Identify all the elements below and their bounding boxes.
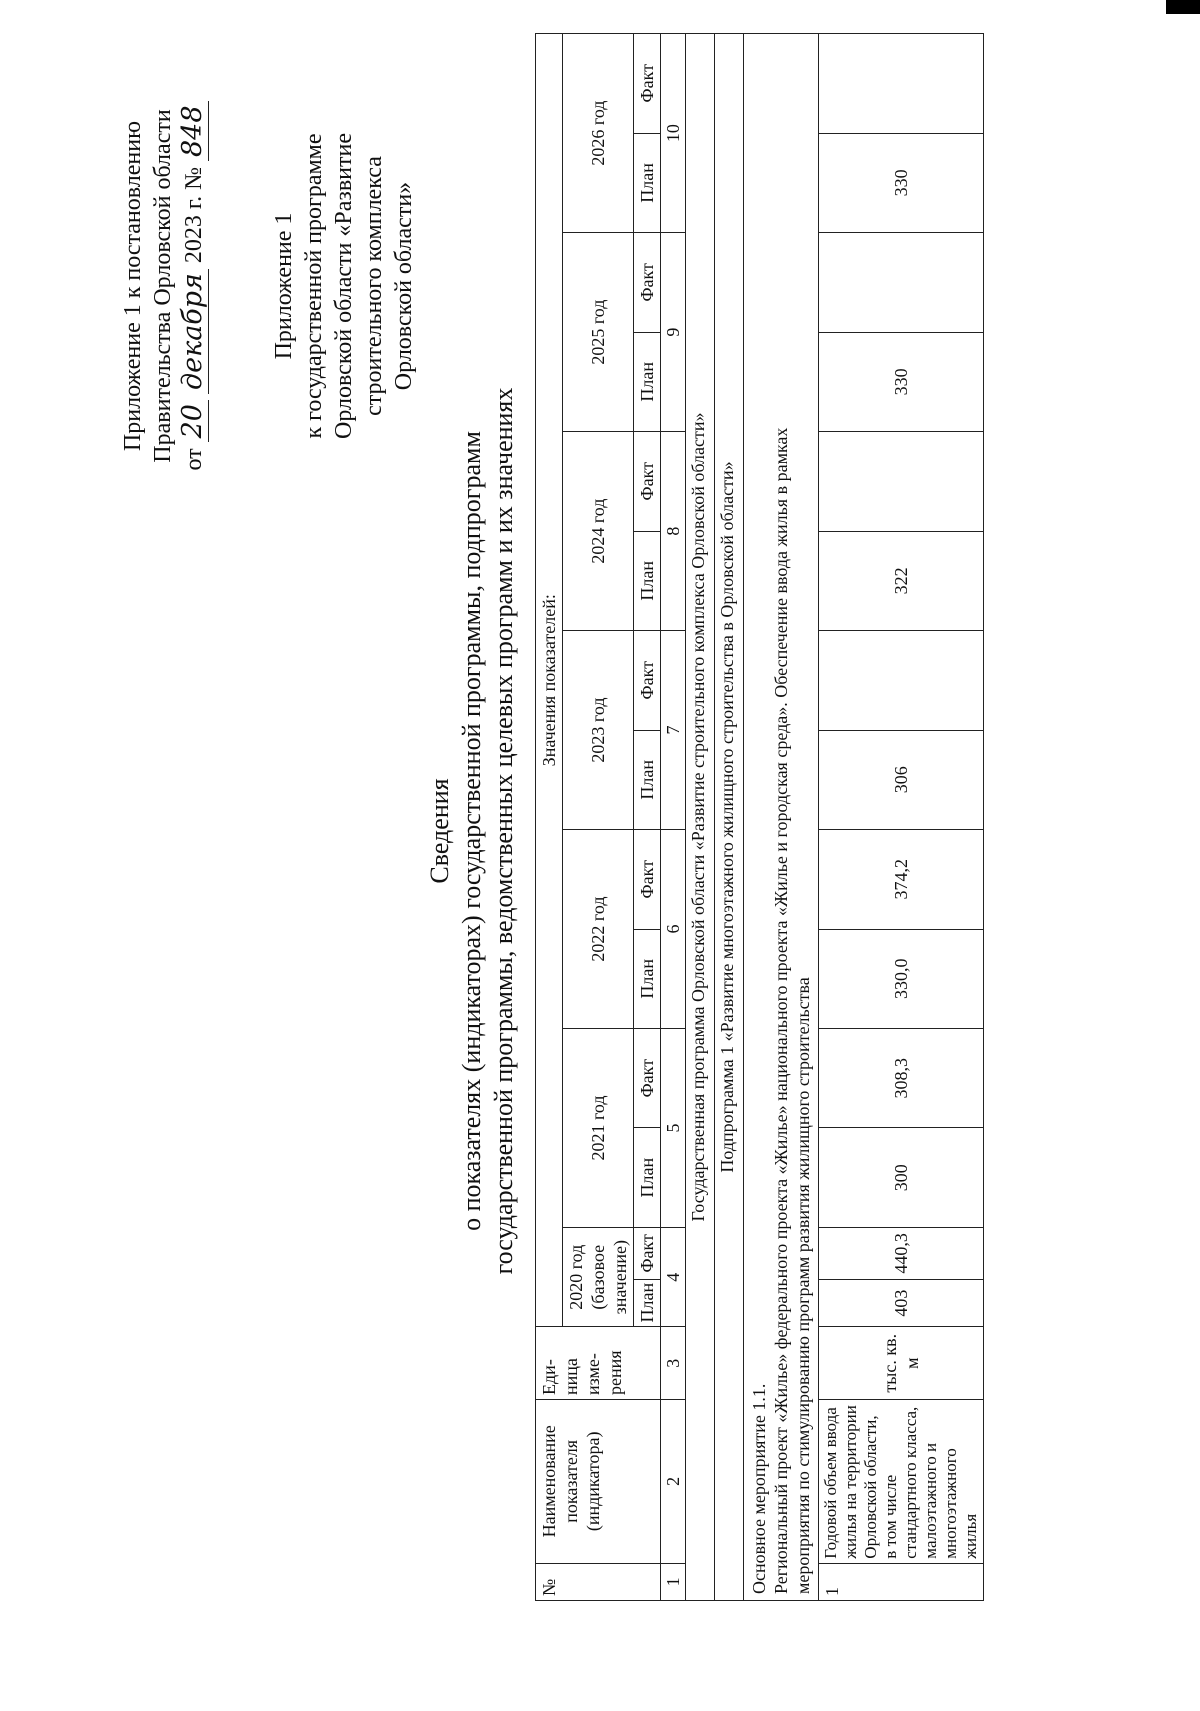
appendix2-line-3: Орловской области «Развитие <box>331 133 357 439</box>
header-unit: Еди-ница изме-рения <box>536 1327 661 1400</box>
table-row <box>819 34 984 1601</box>
resolution-date: от 20 декабря 2023 г. № 848 <box>178 51 209 521</box>
year-2022: 2022 год <box>563 830 634 1029</box>
header-no: № <box>536 1563 661 1600</box>
year-2020: 2020 год (базовое значение) <box>563 1227 634 1326</box>
value-2021-fact: 308,3 <box>819 1029 984 1128</box>
colnum: 3 <box>661 1327 686 1400</box>
plan-label: План <box>634 332 661 431</box>
indicators-table <box>535 33 984 1601</box>
value-2021-plan: 300 <box>819 1128 984 1227</box>
colnum: 5 <box>661 1029 686 1228</box>
year-2025: 2025 год <box>563 233 634 432</box>
value-2024-fact <box>819 432 984 531</box>
measure-text <box>744 34 819 1601</box>
indicators-table-wrap <box>535 33 984 1601</box>
plan-label: План <box>634 531 661 630</box>
appendix2-line-5: Орловской области» <box>391 181 417 391</box>
year-2026: 2026 год <box>563 34 634 233</box>
appendix2-line-1: Приложение 1 <box>271 212 297 360</box>
value-2026-fact <box>819 34 984 134</box>
title-line-1: Сведения <box>425 778 454 884</box>
measure-line-2: Региональный проект «Жилье» федерального проекта «Жилье» национального проекта «Жилье и городская среда». Обеспечение ввода жилья в рамках <box>771 427 791 1594</box>
appendix2-line-2: к государственной программе <box>301 133 327 439</box>
header-row-1 <box>536 34 563 1601</box>
appendix-line-1: Приложение 1 к постановлению <box>120 120 146 452</box>
plan-label: План <box>634 730 661 829</box>
plan-label: План <box>634 1279 661 1327</box>
fact-label: Факт <box>634 1029 661 1128</box>
value-2022-plan: 330,0 <box>819 929 984 1028</box>
value-2023-fact <box>819 631 984 730</box>
appendix-line-2: Правительства Орловской области <box>150 109 176 463</box>
title-line-3: государственной программы, ведомственных целевых программ и их значениях <box>489 387 518 1275</box>
measure-line-3: мероприятия по стимулированию программ развития жилищного строительства <box>793 977 813 1594</box>
handwritten-month: декабря <box>177 269 209 394</box>
value-2026-plan: 330 <box>819 133 984 232</box>
value-2022-fact: 374,2 <box>819 830 984 929</box>
colnum: 1 <box>661 1563 686 1600</box>
handwritten-number: 848 <box>177 101 209 161</box>
colnum: 8 <box>661 432 686 631</box>
value-2023-plan: 306 <box>819 730 984 829</box>
colnum: 7 <box>661 631 686 830</box>
colnum: 10 <box>661 34 686 233</box>
value-2025-fact <box>819 233 984 332</box>
value-2020-plan: 403 <box>819 1279 984 1327</box>
fact-label: Факт <box>634 233 661 332</box>
row-name: Годовой объем ввода жилья на территории Орловской области, в том числе стандартного класса, малоэтажного и многоэтажного жилья <box>819 1399 984 1563</box>
program-row <box>686 34 715 1601</box>
fact-label: Факт <box>634 1227 661 1279</box>
value-2020-fact: 440,3 <box>819 1227 984 1279</box>
row-no: 1 <box>819 1563 984 1600</box>
measure-line-1: Основное мероприятие 1.1. <box>749 1383 769 1594</box>
appendix-header <box>118 51 419 521</box>
subprogram-title: Подпрограмма 1 «Развитие многоэтажного жилищного строительства в Орловской области» <box>715 34 744 1601</box>
title-line-2: о показателях (индикаторах) государственной программы, подпрограмм <box>457 431 486 1231</box>
document-title <box>424 121 520 1541</box>
year-2021: 2021 год <box>563 1029 634 1228</box>
fact-label: Факт <box>634 34 661 134</box>
header-values: Значения показателей: <box>536 34 563 1327</box>
value-2025-plan: 330 <box>819 332 984 431</box>
colnum: 4 <box>661 1227 686 1326</box>
header-name: Наименование показателя (индикатора) <box>536 1399 661 1563</box>
handwritten-day: 20 <box>177 400 209 442</box>
subprogram-row <box>715 34 744 1601</box>
value-2024-plan: 322 <box>819 531 984 630</box>
colnum: 9 <box>661 233 686 432</box>
program-title: Государственная программа Орловской области «Развитие строительного комплекса Орловской области» <box>686 34 715 1601</box>
appendix2-line-4: строительного комплекса <box>361 156 387 416</box>
year-2023: 2023 год <box>563 631 634 830</box>
year-2024: 2024 год <box>563 432 634 631</box>
fact-label: Факт <box>634 432 661 531</box>
colnum: 2 <box>661 1399 686 1563</box>
colnum: 6 <box>661 830 686 1029</box>
plan-label: План <box>634 929 661 1028</box>
fact-label: Факт <box>634 830 661 929</box>
plan-label: План <box>634 1128 661 1227</box>
plan-label: План <box>634 133 661 232</box>
fact-label: Факт <box>634 631 661 730</box>
measure-row <box>744 34 819 1601</box>
row-unit: тыс. кв. м <box>819 1327 984 1400</box>
column-number-row <box>661 34 686 1601</box>
